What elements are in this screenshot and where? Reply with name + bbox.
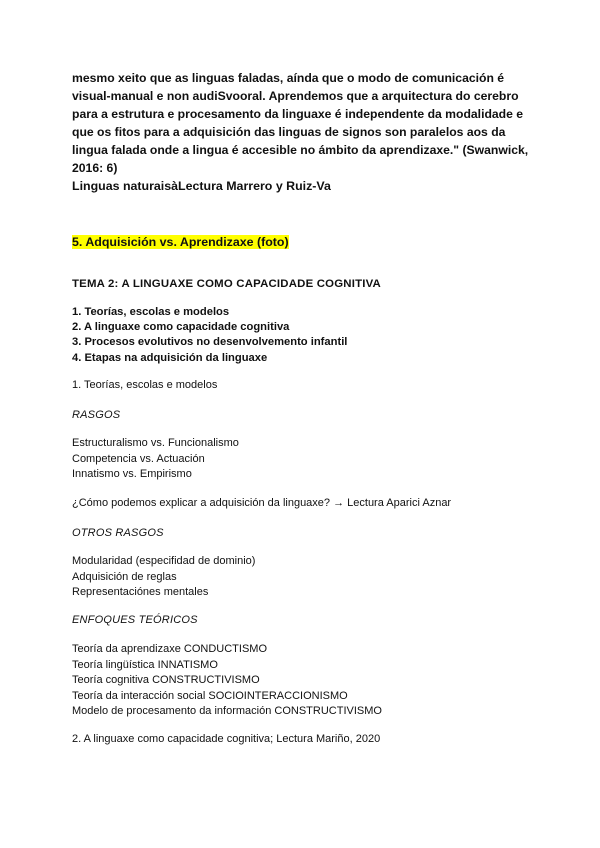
- otros-rasgos-item: Adquisición de reglas: [72, 570, 177, 583]
- otros-rasgos-list: [72, 554, 542, 601]
- enfoques-label: ENFOQUES TEÓRICOS: [72, 614, 198, 626]
- rasgos-list: [72, 436, 542, 483]
- enfoques-item: Teoría lingüística INNATISMO: [72, 658, 218, 671]
- tema-title: TEMA 2: A LINGUAXE COMO CAPACIDADE COGNITIVA: [72, 278, 381, 290]
- otros-rasgos-item: Representaciónes mentales: [72, 586, 209, 599]
- enfoques-item: Teoría da aprendizaxe CONDUCTISMO: [72, 643, 268, 655]
- section-heading: [72, 234, 542, 250]
- rasgos-item: Estructuralismo vs. Funcionalismo: [72, 437, 239, 449]
- rasgos-item: Competencia vs. Actuación: [72, 452, 205, 465]
- enfoques-item: Modelo de procesamento da información CONSTRUCTIVISMO: [72, 705, 382, 718]
- intro-paragraph: mesmo xeito que as linguas faladas, aínda que o modo de comunicación é visual-manual e non audiSvooral. Aprendemos que a arquitectura do cerebro para a estrutura e procesamento da linguaxe é independente da modalidade e que os fitos para a adquisición das linguas de signos son paralelos aos da lingua falada onde a lingua é accesible no ámbito da aprendizaxe." (Swanwick, 2016: 6): [72, 71, 529, 176]
- rasgos-item: Innatismo vs. Empirismo: [72, 468, 192, 481]
- tema-list-item: 1. Teorías, escolas e modelos: [72, 306, 230, 318]
- tema-list-item: 2. A linguaxe como capacidade cognitiva: [72, 321, 290, 334]
- tema-list-item: 3. Procesos evolutivos no desenvolvemento infantil: [72, 336, 348, 349]
- subsection-1-heading: 1. Teorías, escolas e modelos: [72, 379, 218, 391]
- question-line: ¿Cómo podemos explicar a adquisición da linguaxe? → Lectura Aparici Aznar: [72, 497, 452, 509]
- rasgos-label: RASGOS: [72, 409, 121, 421]
- tema-list: [72, 305, 542, 366]
- enfoques-item: Teoría cognitiva CONSTRUCTIVISMO: [72, 674, 260, 687]
- subsection-2-heading: 2. A linguaxe como capacidade cognitiva; Lectura Mariño, 2020: [72, 733, 381, 745]
- enfoques-item: Teoría da interacción social SOCIOINTERACCIONISMO: [72, 689, 348, 702]
- lecture-line: Linguas naturaisàLectura Marrero y Ruiz-Va: [72, 179, 331, 193]
- otros-rasgos-item: Modularidad (especifidad de dominio): [72, 555, 256, 567]
- tema-list-item: 4. Etapas na adquisición da linguaxe: [72, 351, 268, 364]
- highlighted-heading-text: 5. Adquisición vs. Aprendizaxe (foto): [72, 235, 289, 249]
- enfoques-list: [72, 642, 542, 720]
- otros-rasgos-label: OTROS RASGOS: [72, 527, 164, 539]
